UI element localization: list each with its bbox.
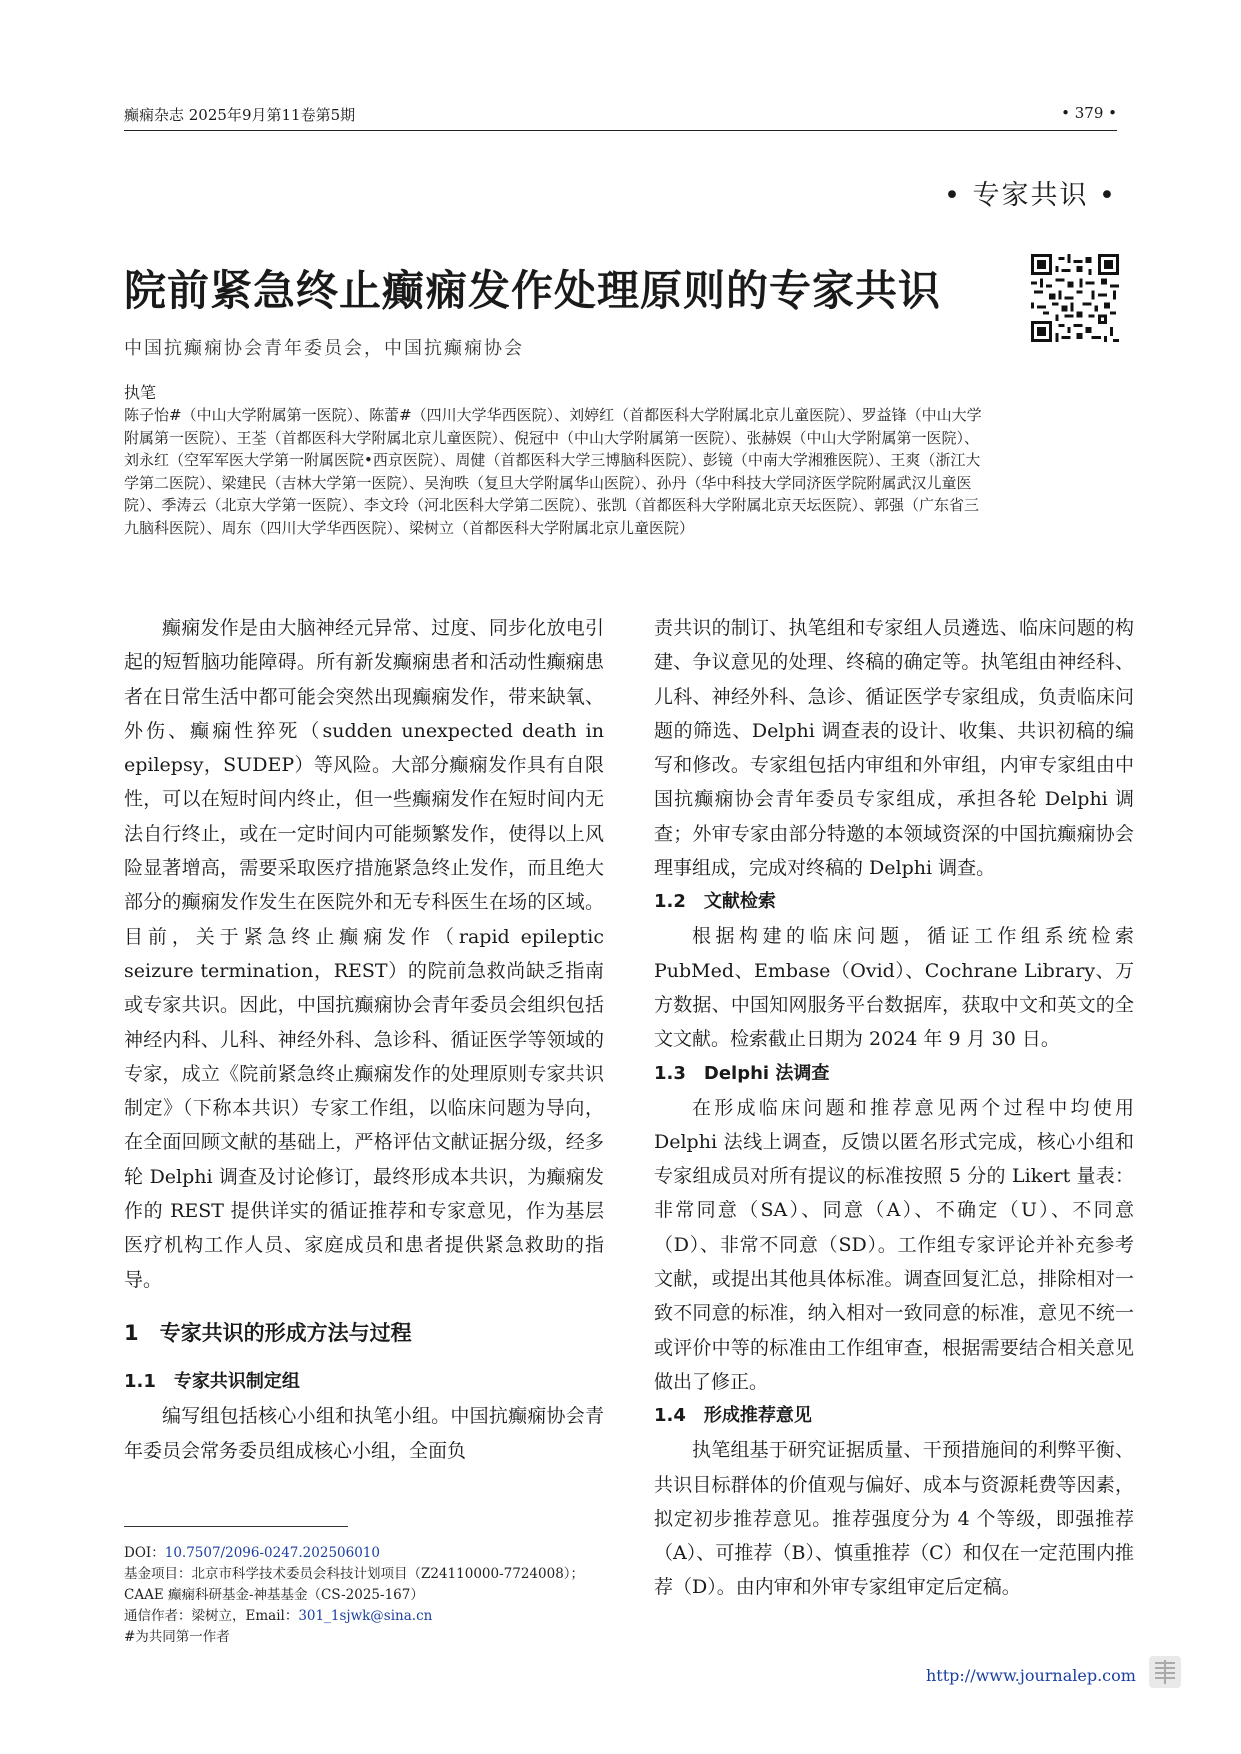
paragraph-1-1: 编写组包括核心小组和执笔小组。中国抗癫痫协会青年委员会常务委员组成核心小组，全面负 [124,1405,604,1462]
intro-paragraph: 癫痫发作是由大脑神经元异常、过度、同步化放电引起的短暂脑功能障碍。所有新发癫痫患者和活动性癫痫患者在日常生活中都可能会突然出现癫痫发作，带来缺氧、外伤、癫痫性猝死（sudden unexpected death in epilepsy，SUDEP）等风险。大部分癫痫发作具有自限性，可以在短时间内终止，但一些癫痫发作在短时间内无法自行终止，或在一定时间内可能频繁发作，使得以上风险显著增高，需要采取医疗措施紧急终止发作，而且绝大部分的癫痫发作发生在医院外和无专科医生在场的区域。目前，关于紧急终止癫痫发作（rapid epileptic seizure termination，REST）的院前急救尚缺乏指南或专家共识。因此，中国抗癫痫协会青年委员会组织包括神经内科、儿科、神经外科、急诊科、循证医学等领域的专家，成立《院前紧急终止癫痫发作的处理原则专家共识制定》（下称本共识）专家工作组，以临床问题为导向，在全面回顾文献的基础上，严格评估文献证据分级，经多轮 Delphi 调查及讨论修订，最终形成本共识，为癫痫发作的 REST 提供详实的循证推荐和专家意见，作为基层医疗机构工作人员、家庭成员和患者提供紧急救助的指导。 [124,617,604,1291]
page-number: • 379 • [1061,104,1117,122]
doi-line [124,1543,604,1564]
paragraph-1-2: 根据构建的临床问题，循证工作组系统检索 PubMed、Embase（Ovid）、Cochrane Library、万方数据、中国知网服务平台数据库，获取中文和英文的全文文献。检索截止日期为 2024 年 9 月 30 日。 [654,925,1134,1051]
journal-logo-icon [1148,1655,1182,1689]
paragraph-1-4: 执笔组基于研究证据质量、干预措施间的利弊平衡、共识目标群体的价值观与偏好、成本与资源耗费等因素，拟定初步推荐意见。推荐强度分为 4 个等级，即强推荐（A）、可推荐（B）、慎重推荐（C）和仅在一定范围内推荐（D）。由内审和外审专家组审定后定稿。 [654,1439,1134,1599]
co-first-author-note: #为共同第一作者 [124,1629,230,1645]
right-column [654,611,1134,1605]
running-header [124,104,1117,131]
section-heading-1-4: 1.4 形成推荐意见 [654,1405,812,1427]
footnotes [124,1543,604,1648]
doi-link[interactable]: 10.7507/2096-0247.202506010 [164,1545,380,1561]
left-column [124,611,604,1468]
correspondence-label: 通信作者：梁树立，Email： [124,1608,299,1624]
section-heading-1-2: 1.2 文献检索 [654,891,776,913]
paragraph-1-3: 在形成临床问题和推荐意见两个过程中均使用 Delphi 法线上调查，反馈以匿名形式完成，核心小组和专家组成员对所有提议的标准按照 5 分的 Likert 量表：非常同意（SA）、同意（A）、不确定（U）、不同意（D）、非常不同意（SD）。工作组专家评论并补充参考文献，或提出其他具体标准。调查回复汇总，排除相对一致不同意的标准，纳入相对一致同意的标准，意见不统一或评价中等的标准由工作组审查，根据需要结合相关意见做出了修正。 [654,1096,1134,1393]
paragraph-continued: 责共识的制订、执笔组和专家组人员遴选、临床问题的构建、争议意见的处理、终稿的确定等。执笔组由神经科、儿科、神经外科、急诊、循证医学专家组成，负责临床问题的筛选、Delphi 调查表的设计、收集、共识初稿的编写和修改。专家组包括内审组和外审组，内审专家组由中国抗癫痫协会青年委员专家组成，承担各轮 Delphi 调查；外审专家由部分特邀的本领域资深的中国抗癫痫协会理事组成，完成对终稿的 Delphi 调查。 [654,617,1134,880]
writers-label: 执笔 [124,383,157,402]
footnote-rule [124,1526,348,1527]
author-organization: 中国抗癫痫协会青年委员会，中国抗癫痫协会 [124,338,524,359]
journal-issue: 癫痫杂志 2025年9月第11卷第5期 [124,106,356,124]
fund-line: 基金项目：北京市科学技术委员会科技计划项目（Z24110000-7724008）；CAAE 癫痫科研基金-神基基金（CS-2025-167） [124,1566,585,1603]
section-heading-1: 1 专家共识的形成方法与过程 [124,1320,412,1345]
section-tag: • 专家共识 • [943,180,1117,211]
doi-label: DOI： [124,1545,165,1561]
writers-list: 陈子怡#（中山大学附属第一医院）、陈蕾#（四川大学华西医院）、刘婷红（首都医科大学附属北京儿童医院）、罗益锋（中山大学附属第一医院）、王荃（首都医科大学附属北京儿童医院）、倪冠中（中山大学附属第一医院）、张赫娱（中山大学附属第一医院）、刘永红（空军军医大学第一附属医院•西京医院）、周健（首都医科大学三博脑科医院）、彭镜（中南大学湘雅医院）、王爽（浙江大学第二医院）、梁建民（吉林大学第一医院）、吴洵昳（复旦大学附属华山医院）、孙丹（华中科技大学同济医学院附属武汉儿童医院）、季涛云（北京大学第一医院）、李文玲（河北医科大学第二医院）、张凯（首都医科大学附属北京天坛医院）、郭强（广东省三九脑科医院）、周东（四川大学华西医院）、梁树立（首都医科大学附属北京儿童医院） [124,406,982,537]
email-link[interactable]: 301_1sjwk@sina.cn [298,1608,433,1624]
correspondence-line [124,1606,604,1627]
section-heading-1-1: 1.1 专家共识制定组 [124,1371,300,1393]
article-title: 院前紧急终止癫痫发作处理原则的专家共识 [124,266,942,315]
section-heading-1-3: 1.3 Delphi 法调查 [654,1062,830,1084]
qr-code-icon [1031,254,1119,342]
website-link[interactable]: http://www.journalep.com [926,1666,1136,1685]
